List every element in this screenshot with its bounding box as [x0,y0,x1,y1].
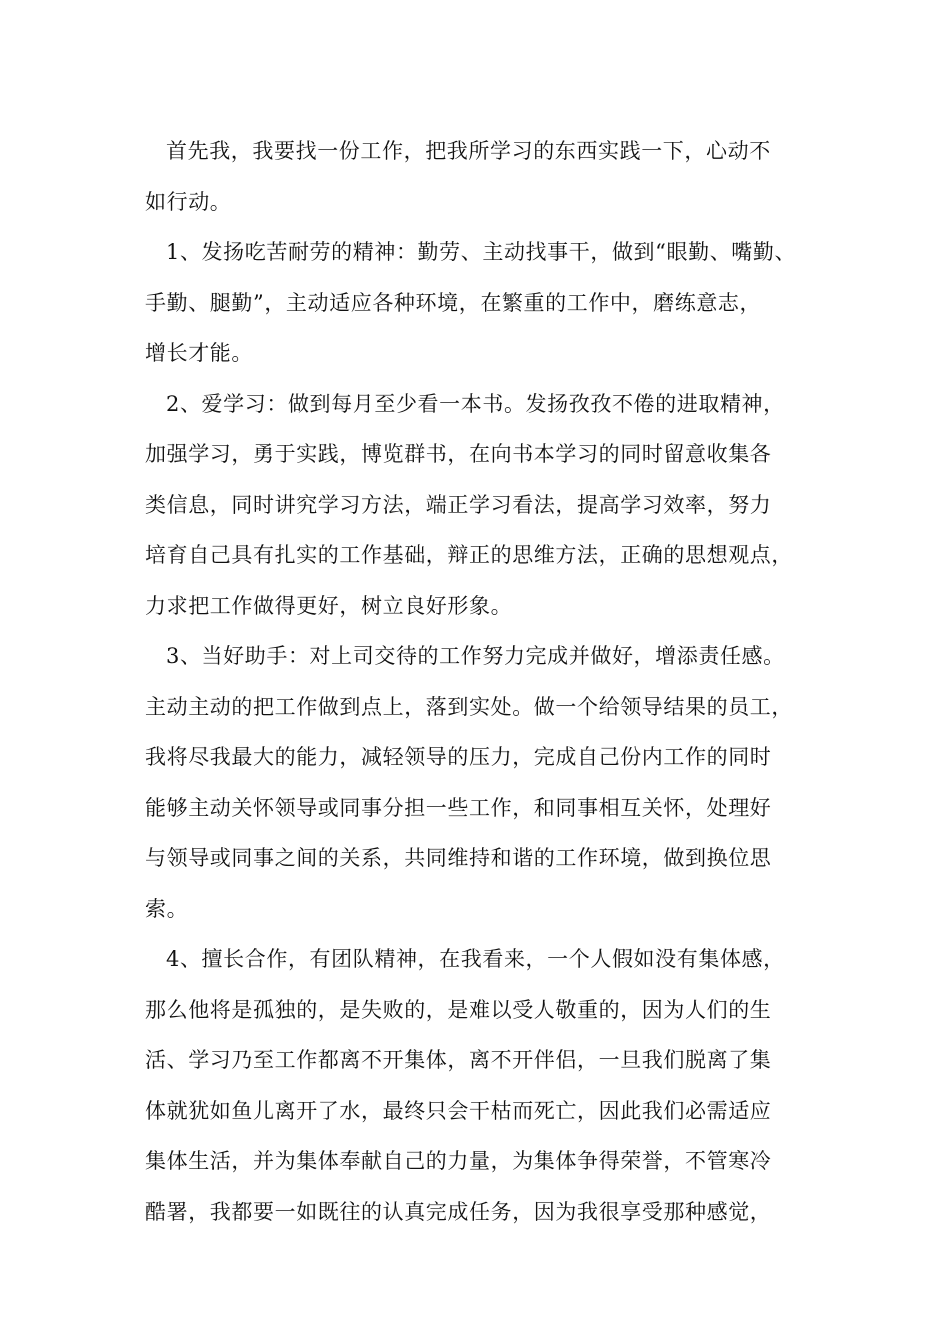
text-line: 2、爱学习：做到每月至少看一本书。发扬孜孜不倦的进取精神， [166,391,785,416]
text-line: 培育自己具有扎实的工作基础，辩正的思维方法，正确的思想观点， [145,543,793,567]
text-line: 手勤、腿勤”，主动适应各种环境，在繁重的工作中，磨练意志， [145,290,762,315]
text-line: 我将尽我最大的能力，减轻领导的压力，完成自己份内工作的同时 [145,745,772,769]
text-line: 类信息，同时讲究学习方法，端正学习看法，提高学习效率，努力 [145,492,772,517]
text-line: 加强学习，勇于实践，博览群书，在向书本学习的同时留意收集各 [145,442,772,466]
text-line: 活、学习乃至工作都离不开集体，离不开伴侣，一旦我们脱离了集 [145,1048,772,1072]
text-line: 主动主动的把工作做到点上，落到实处。做一个给领导结果的员工， [145,694,793,719]
text-line: 能够主动关怀领导或同事分担一些工作，和同事相互关怀，处理好 [145,795,772,820]
text-line: 体就犹如鱼儿离开了水，最终只会干枯而死亡，因此我们必需适应 [145,1098,772,1123]
text-line: 4、擅长合作，有团队精神，在我看来，一个人假如没有集体感， [166,947,785,971]
text-line: 那么他将是孤独的，是失败的，是难以受人敬重的，因为人们的生 [145,997,772,1022]
text-line: 酷署，我都要一如既往的认真完成任务，因为我很享受那种感觉， [145,1199,772,1224]
body-text [145,126,835,1237]
text-line: 如行动。 [145,189,232,214]
text-line: 与领导或同事之间的关系，共同维持和谐的工作环境，做到换位思 [145,846,772,870]
text-line: 增长才能。 [145,341,253,365]
text-line: 力求把工作做得更好，树立良好形象。 [145,593,513,618]
text-line: 1、发扬吃苦耐劳的精神：勤劳、主动找事干，做到“眼勤、嘴勤、 [166,240,797,264]
text-line: 索。 [145,896,189,921]
text-line: 首先我，我要找一份工作，把我所学习的东西实践一下，心动不 [166,139,771,163]
text-line: 3、当好助手：对上司交待的工作努力完成并做好，增添责任感。 [166,644,785,668]
text-line: 集体生活，并为集体奉献自己的力量，为集体争得荣誉，不管寒冷 [145,1149,772,1173]
